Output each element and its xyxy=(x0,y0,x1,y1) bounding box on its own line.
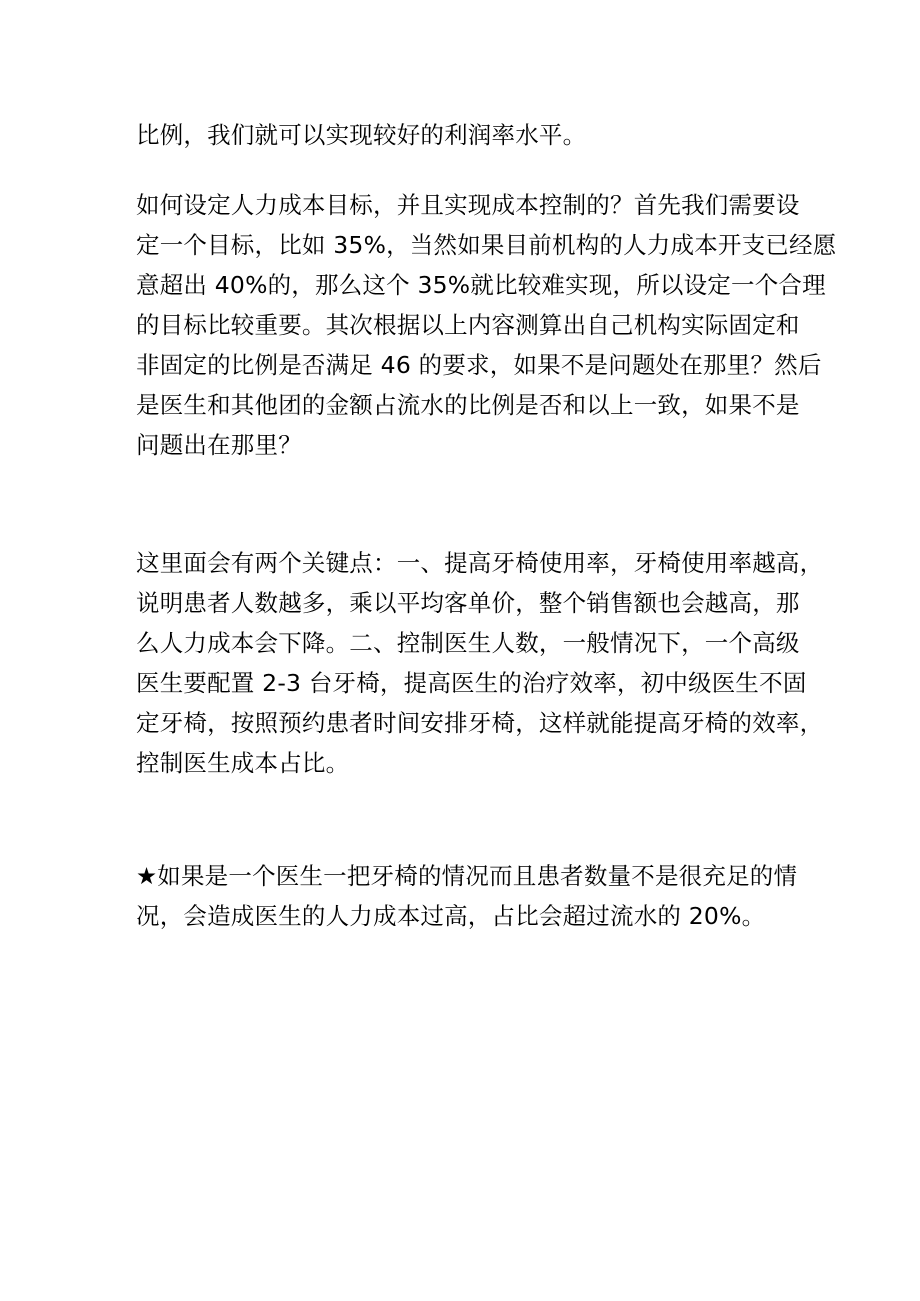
paragraph-star-note xyxy=(136,856,796,936)
text-line: 比例，我们就可以实现较好的利润率水平。 xyxy=(136,121,587,149)
text-line: 意超出 40%的，那么这个 35%就比较难实现，所以设定一个合理 xyxy=(136,271,826,299)
text-line: 的目标比较重要。其次根据以上内容测算出自己机构实际固定和 xyxy=(136,311,800,339)
text-line: 如何设定人力成本目标，并且实现成本控制的？首先我们需要设 xyxy=(136,191,800,219)
text-line: 非固定的比例是否满足 46 的要求，如果不是问题处在那里？然后 xyxy=(136,351,822,379)
text-line: 问题出在那里？ xyxy=(136,431,302,459)
text-line: 这里面会有两个关键点：一、提高牙椅使用率，牙椅使用率越高， xyxy=(136,549,824,577)
paragraph-profit-ratio xyxy=(136,115,796,155)
text-line: 控制医生成本占比。 xyxy=(136,749,350,777)
text-line: 医生要配置 2-3 台牙椅，提高医生的治疗效率，初中级医生不固 xyxy=(136,669,807,697)
text-line: ★如果是一个医生一把牙椅的情况而且患者数量不是很充足的情 xyxy=(136,862,798,890)
text-line: 定一个目标，比如 35%，当然如果目前机构的人力成本开支已经愿 xyxy=(136,231,837,259)
paragraph-key-points xyxy=(136,543,824,783)
text-line: 定牙椅，按照预约患者时间安排牙椅，这样就能提高牙椅的效率， xyxy=(136,709,824,737)
text-line: 说明患者人数越多，乘以平均客单价，整个销售额也会越高，那 xyxy=(136,589,800,617)
text-line: 么人力成本会下降。二、控制医生人数，一般情况下，一个高级 xyxy=(136,629,800,657)
text-line: 是医生和其他团的金额占流水的比例是否和以上一致，如果不是 xyxy=(136,391,800,419)
text-line: 况，会造成医生的人力成本过高，占比会超过流水的 20%。 xyxy=(136,902,766,930)
paragraph-cost-target xyxy=(136,185,837,465)
